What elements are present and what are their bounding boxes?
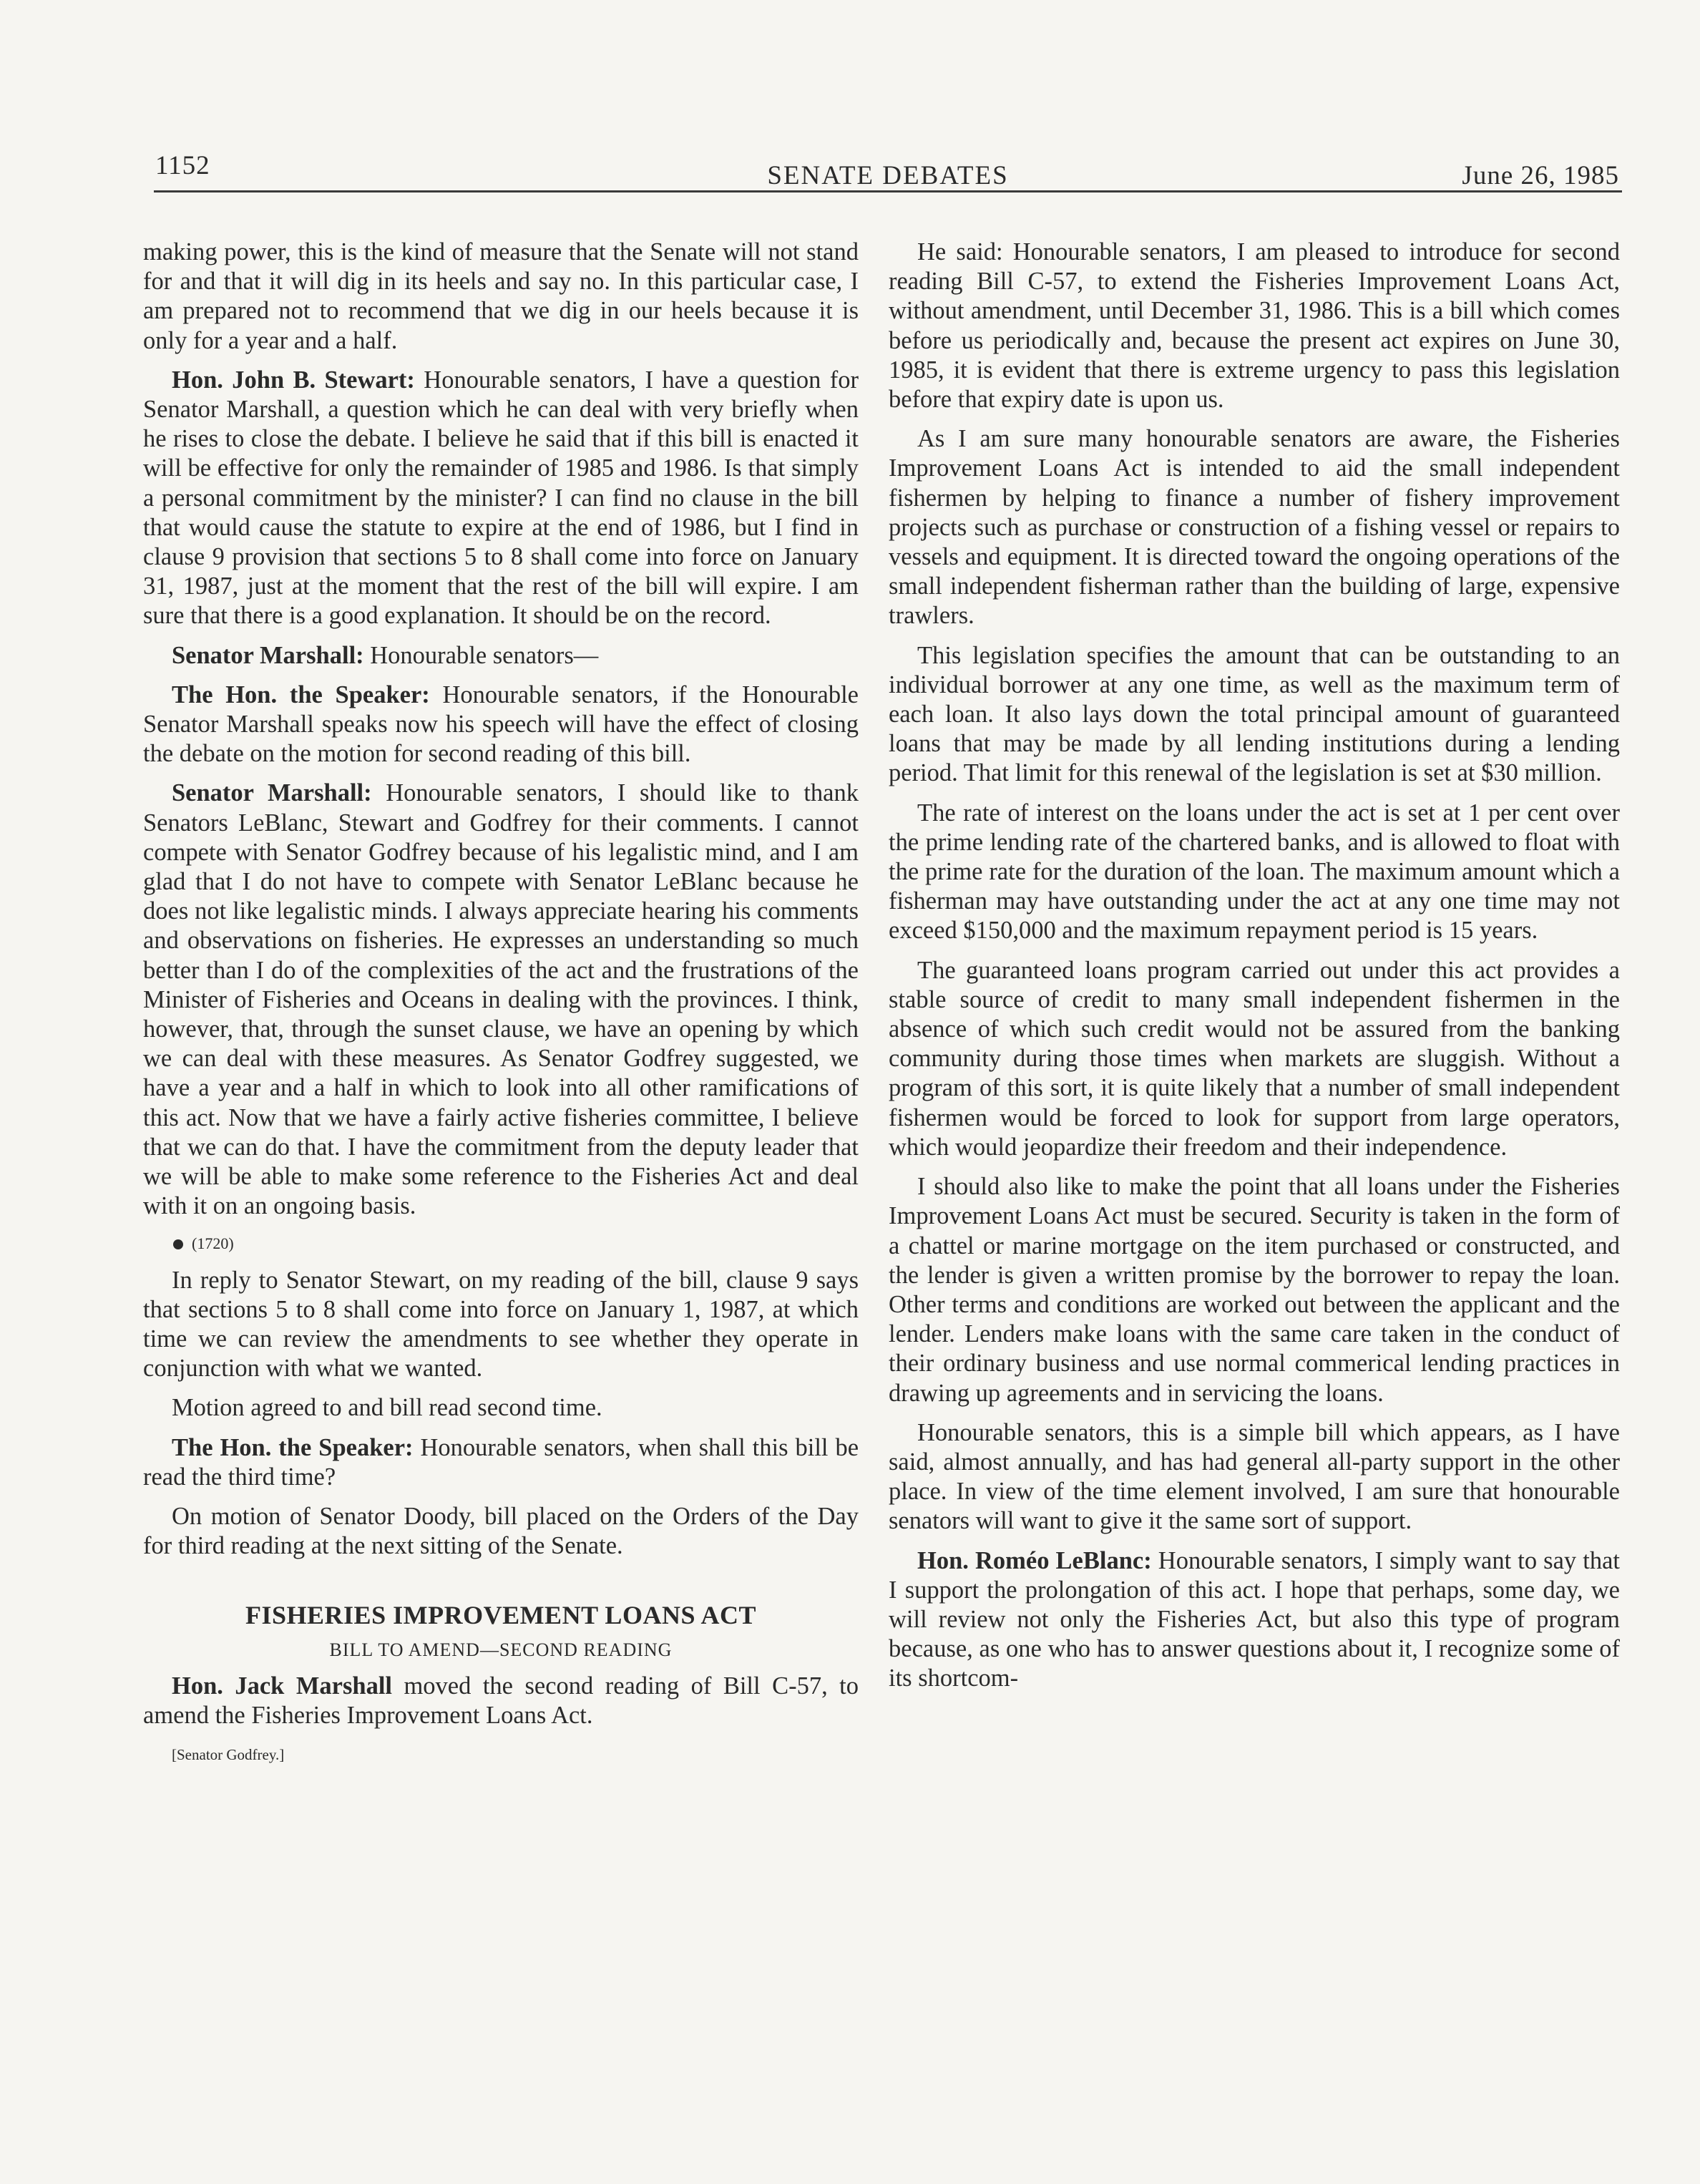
- speech-text: Honourable senators, I should like to thank Senators LeBlanc, Stewart and Godfrey for their comments. I cannot compete with Senator Godfrey because of his legalistic mind, and I am glad that I do not have to compete with Senator LeBlanc because he does not like legalistic minds. I always appreciate hearing his comments and observations on fisheries. He expresses an understanding so much better than I do of the complexities of the act and the frustrations of the Minister of Fisheries and Oceans in dealing with the provinces. I think, however, that, through the sunset clause, we have an opening by which we can deal with these measures. As Senator Godfrey suggested, we have a year and a half in which to look into all other ramifications of this act. Now that we have a fairly active fisheries committee, I believe that we can do that. I have the commitment from the deputy leader that we will be able to make some reference to the Fisheries Act and deal with it on an ongoing basis.: [143, 779, 859, 1220]
- paragraph: [143, 779, 859, 1221]
- page-footnote: [Senator Godfrey.]: [172, 1746, 285, 1764]
- publication-title: SENATE DEBATES: [767, 161, 1009, 190]
- page-header: [154, 150, 1622, 192]
- speaker-name: Hon. Roméo LeBlanc:: [917, 1546, 1152, 1574]
- speech-text: Honourable senators, I simply want to say that I support the prolongation of this act. I hope that perhaps, some day, we will review not only the Fisheries Act, but also this type of program because, as one who has to answer questions about it, I recognize some of its shortcom-: [889, 1546, 1620, 1692]
- speaker-name: The Hon. the Speaker:: [172, 681, 430, 708]
- speaker-name: Senator Marshall:: [172, 779, 372, 807]
- bullet-icon: [173, 1239, 183, 1249]
- paragraph: As I am sure many honourable senators are aware, the Fisheries Improvement Loans Act is intended to aid the small independent fishermen by helping to finance a number of fishery improvement projects such as purchase or construction of a fishing vessel or repairs to vessels and equipment. It is directed toward the ongoing operations of the small independent fisherman rather than the building of large, expensive trawlers.: [889, 425, 1620, 630]
- paragraph: Motion agreed to and bill read second time.: [172, 1394, 602, 1422]
- time-marker-text: (1720): [192, 1234, 234, 1252]
- paragraph: [143, 641, 859, 671]
- paragraph: [143, 366, 859, 631]
- speaker-name: The Hon. the Speaker:: [172, 1433, 414, 1461]
- speaker-name: Senator Marshall:: [172, 641, 364, 669]
- paragraph: On motion of Senator Doody, bill placed on the Orders of the Day for third reading at the next sitting of the Senate.: [143, 1502, 859, 1560]
- page-number: 1152: [155, 151, 210, 180]
- paragraph: [143, 1433, 859, 1492]
- section-subtitle: BILL TO AMEND—SECOND READING: [329, 1639, 673, 1660]
- paragraph: [143, 681, 859, 769]
- time-marker: [143, 1232, 859, 1256]
- paragraph: [143, 1672, 859, 1730]
- left-column: [143, 238, 859, 1780]
- paragraph: Honourable senators, this is a simple bill which appears, as I have said, almost annually, and has had general all-party support in the other place. In view of the time element involved, I am sure that honourable senators will want to give it the same sort of support.: [889, 1418, 1620, 1535]
- paragraph: This legislation specifies the amount that can be outstanding to an individual borrower at any one time, as well as the maximum term of each loan. It also lays down the total principal amount of guaranteed loans that may be made by all lending institutions during a lending period. That limit for this renewal of the legislation is set at $30 million.: [889, 641, 1620, 787]
- paragraph: In reply to Senator Stewart, on my reading of the bill, clause 9 says that sections 5 to 8 shall come into force on January 1, 1987, at which time we can review the amendments to see whether they operate in conjunction with what we wanted.: [143, 1266, 859, 1383]
- paragraph: [889, 1546, 1620, 1694]
- paragraph: The guaranteed loans program carried out under this act provides a stable source of credit to many small independent fishermen in the absence of which such credit would not be assured from the banking community during those times when markets are sluggish. Without a program of this sort, it is quite likely that a number of small independent fishermen would be forced to look for support from large operators, which would jeopardize their freedom and their independence.: [889, 956, 1620, 1161]
- section-title: FISHERIES IMPROVEMENT LOANS ACT: [245, 1601, 756, 1630]
- speaker-name: Hon. John B. Stewart:: [172, 366, 415, 394]
- paragraph: making power, this is the kind of measure that the Senate will not stand for and that it will dig in its heels and say no. In this particular case, I am prepared not to recommend that we dig in our heels because it is only for a year and a half.: [143, 238, 859, 354]
- sitting-date: June 26, 1985: [1462, 161, 1619, 190]
- speech-text: Honourable senators, I have a question for Senator Marshall, a question which he can deal with very briefly when he rises to close the debate. I believe he said that if this bill is enacted it will be effective for only the remainder of 1985 and 1986. Is that simply a personal commitment by the minister? I can find no clause in the bill that would cause the statute to expire at the end of 1986, but I find in clause 9 provision that sections 5 to 8 shall come into force on January 31, 1987, just at the moment that the rest of the bill will expire. I am sure that there is a good explanation. It should be on the record.: [143, 366, 859, 630]
- speech-text: Honourable senators—: [370, 641, 599, 669]
- speech-text: Honourable senators, when shall this bill be read the third time?: [143, 1433, 859, 1491]
- speaker-name: Hon. Jack Marshall: [172, 1672, 392, 1700]
- paragraph: The rate of interest on the loans under the act is set at 1 per cent over the prime lending rate of the chartered banks, and is allowed to float with the prime rate for the duration of the loan. The maximum amount which a fisherman may have outstanding under the act at any one time may not exceed $150,000 and the maximum repayment period is 15 years.: [889, 799, 1620, 945]
- right-column: [889, 238, 1620, 1704]
- speech-text: Honourable senators, if the Honourable Senator Marshall speaks now his speech will have the effect of closing the debate on the motion for second reading of this bill.: [143, 681, 859, 768]
- speech-text: moved the second reading of Bill C-57, to amend the Fisheries Improvement Loans Act.: [143, 1672, 859, 1729]
- paragraph: I should also like to make the point that all loans under the Fisheries Improvement Loans Act must be secured. Security is taken in the form of a chattel or marine mortgage on the item purchased or constructed, and the lender is given a written promise by the borrower to repay the loan. Other terms and conditions are worked out between the applicant and the lender. Lenders make loans with the same care taken in the conduct of their ordinary business and use normal commerical lending practices in drawing up agreements and in servicing the loans.: [889, 1173, 1620, 1407]
- paragraph: He said: Honourable senators, I am pleased to introduce for second reading Bill C-57, to extend the Fisheries Improvement Loans Act, without amendment, until December 31, 1986. This is a bill which comes before us periodically and, because the present act expires on June 30, 1985, it is evident that there is extreme urgency to pass this legislation before that expiry date is upon us.: [889, 238, 1620, 414]
